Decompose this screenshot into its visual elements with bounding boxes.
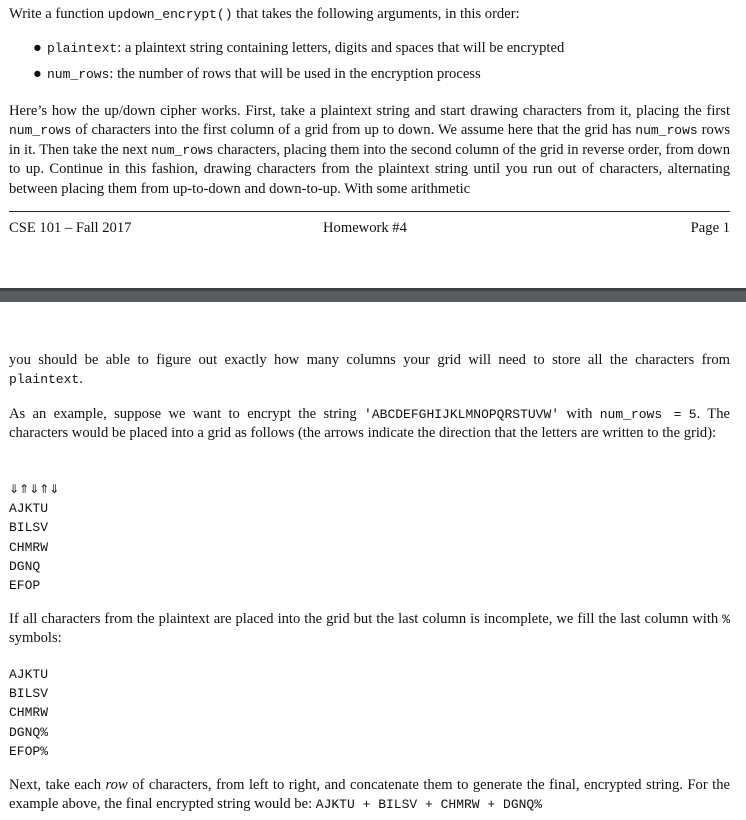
separator-edge bbox=[0, 288, 746, 291]
arg-description: : the number of rows that will be used in the encryption process bbox=[109, 66, 481, 82]
text-run: As an example, suppose we want to encrypt the string bbox=[9, 406, 365, 422]
text-run: Here’s how the up/down cipher works. First, take a plaintext string and start drawing characters from it, placing the first bbox=[9, 103, 730, 119]
grid-row: BILSV bbox=[9, 520, 49, 536]
inline-code: num_rows bbox=[151, 142, 214, 158]
text-run: symbols: bbox=[9, 630, 62, 647]
intro-text-end: that takes the following arguments, in this order: bbox=[232, 6, 520, 22]
bullet-icon: ● bbox=[33, 40, 42, 56]
grid-row: BILSV bbox=[9, 686, 49, 702]
footer-course: CSE 101 – Fall 2017 bbox=[9, 220, 132, 236]
direction-arrows: ⇓⇑⇓⇑⇓ bbox=[9, 482, 60, 496]
text-run: of characters, from left to right, and concatenate them to generate the final, encrypted string. For the example above, the final encrypted string would be: bbox=[9, 777, 730, 813]
text-run: with bbox=[559, 406, 600, 422]
text-run: . The characters would be placed into a grid as follows (the arrows indicate the direction that the letters are written to the grid): bbox=[9, 406, 730, 442]
inline-code: AJKTU + BILSV + CHMRW + DGNQ% bbox=[315, 797, 543, 813]
emphasis-text: row bbox=[105, 777, 128, 793]
grid-row: CHMRW bbox=[9, 705, 49, 721]
grid-example-2 bbox=[9, 665, 48, 761]
text-run bbox=[681, 406, 688, 422]
inline-code: plaintext bbox=[9, 372, 80, 388]
page-separator bbox=[0, 288, 746, 302]
text-run: Next, take each bbox=[9, 777, 106, 793]
grid-row: DGNQ% bbox=[9, 724, 49, 740]
footer-page-number: Page 1 bbox=[690, 220, 730, 236]
footer-title: Homework #4 bbox=[323, 220, 407, 236]
grid-row: CHMRW bbox=[9, 539, 49, 555]
page-footer bbox=[9, 218, 730, 238]
text-run: If all characters from the plaintext are placed into the grid but the last column is incomplete, we fill the last column with bbox=[9, 611, 723, 627]
grid-row: EFOP% bbox=[9, 743, 49, 759]
inline-code: % bbox=[722, 612, 730, 627]
arg-description: : a plaintext string containing letters, digits and spaces that will be encrypted bbox=[117, 40, 565, 56]
grid-row: AJKTU bbox=[9, 501, 49, 517]
function-name: updown_encrypt() bbox=[107, 7, 233, 22]
concatenation-paragraph bbox=[9, 776, 730, 815]
list-item bbox=[0, 64, 564, 90]
grid-row: EFOP bbox=[9, 577, 41, 593]
grid-row: DGNQ bbox=[9, 558, 41, 574]
padding-paragraph bbox=[9, 610, 730, 649]
page-2 bbox=[0, 302, 746, 820]
grid-example-1 bbox=[9, 480, 59, 595]
text-run: characters, placing them into the second column of the grid in reverse order, from down to up. Continue in this fashion, drawing characters from the plaintext string until you run out of characters, alternating between placing them from up-to-down and down-to-up. With some arithmetic bbox=[9, 141, 730, 197]
cipher-explanation bbox=[9, 102, 730, 199]
inline-code: 5 bbox=[688, 407, 697, 422]
page-1 bbox=[0, 0, 746, 288]
arg-name: plaintext bbox=[47, 41, 118, 56]
inline-code: num_rows bbox=[635, 123, 698, 139]
list-item bbox=[0, 38, 564, 64]
text-run: you should be able to figure out exactly how many columns your grid will need to store all the characters from bbox=[9, 352, 730, 368]
grid-row: AJKTU bbox=[9, 667, 49, 682]
intro-text: Write a function bbox=[9, 6, 108, 22]
inline-code: 'ABCDEFGHIJKLMNOPQRSTUVW' bbox=[364, 407, 560, 422]
inline-code: num_rows bbox=[9, 123, 72, 139]
text-run: rows in it. Then take the next bbox=[9, 122, 730, 158]
footer-rule bbox=[9, 211, 730, 212]
text-run: . bbox=[79, 371, 83, 388]
columns-note bbox=[9, 351, 730, 390]
argument-list bbox=[0, 38, 564, 90]
inline-code: num_rows = bbox=[599, 407, 682, 422]
text-run: of characters into the first column of a grid from up to down. We assume here that the grid has bbox=[71, 122, 636, 139]
example-paragraph bbox=[9, 405, 730, 444]
intro-sentence bbox=[9, 5, 730, 24]
bullet-icon: ● bbox=[33, 66, 42, 82]
arg-name: num_rows bbox=[47, 67, 110, 82]
